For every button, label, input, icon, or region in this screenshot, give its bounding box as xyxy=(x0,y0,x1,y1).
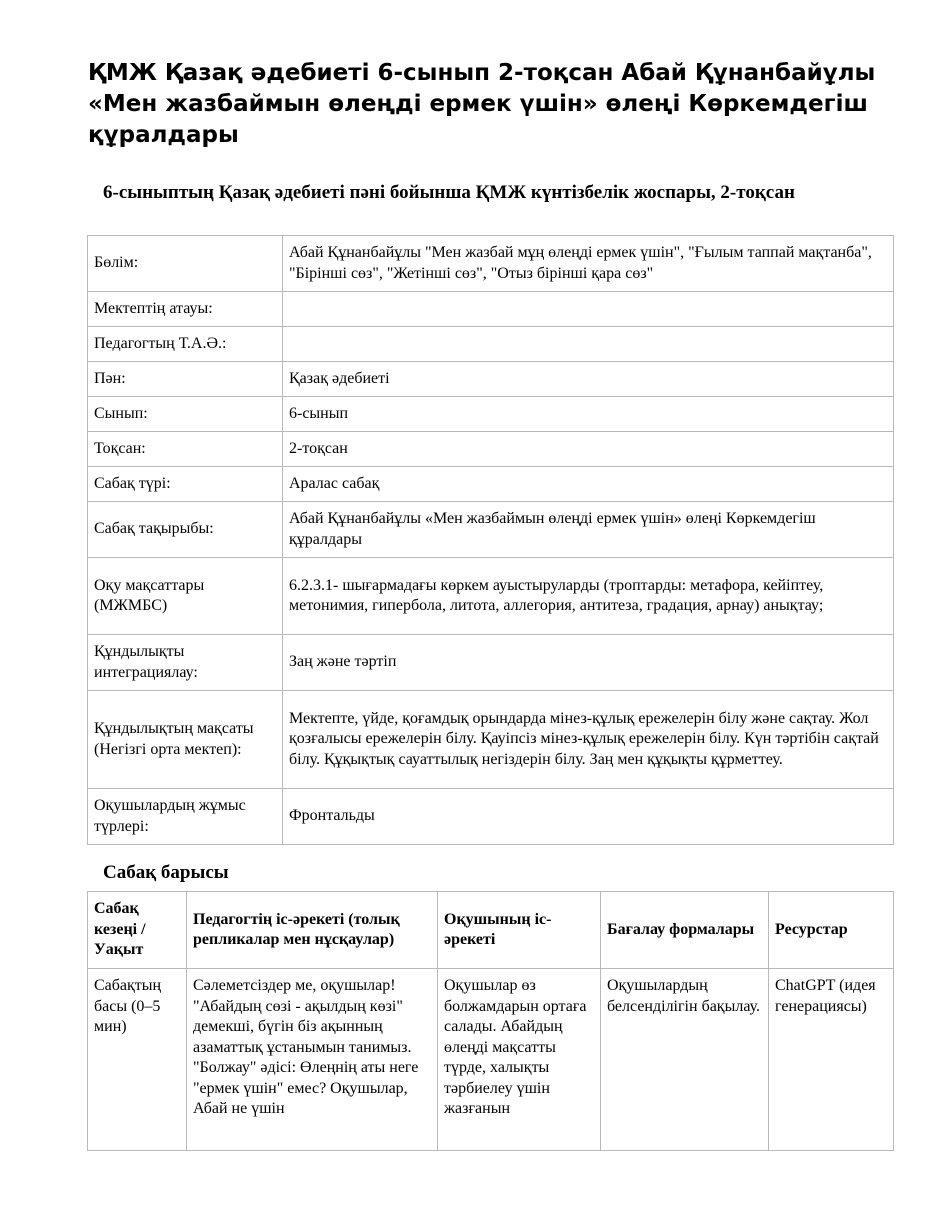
info-row-subject xyxy=(88,362,894,397)
info-value: Қазақ әдебиеті xyxy=(283,362,894,397)
info-label: Құндылықтың мақсаты (Негізгі орта мектеп): xyxy=(88,691,283,789)
info-label: Тоқсан: xyxy=(88,432,283,467)
lesson-info-table xyxy=(87,235,894,845)
info-row-lesson-topic xyxy=(88,502,894,558)
info-value: 6.2.3.1- шығармадағы көркем ауыстыруларды (троптарды: метафора, кейіптеу, метонимия, гипербола, литота, аллегория, антитеза, градация, арнау) анықтау; xyxy=(283,558,894,635)
info-label: Оқушылардың жұмыс түрлері: xyxy=(88,789,283,845)
info-value: Мектепте, үйде, қоғамдық орындарда мінез-құлық ережелерін білу және сақтау. Жол қозғалысы ережелерін білу. Қауіпсіз мінез-құлық ережелерін білу. Күн тәртібін сақтай білу. Құқықтық сауаттылық негіздерін білу. Заң мен құқықты құрметтеу. xyxy=(283,691,894,789)
lesson-progress-table xyxy=(87,891,894,1151)
info-row-value-goal xyxy=(88,691,894,789)
info-value: Заң және тәртіп xyxy=(283,635,894,691)
info-label: Пән: xyxy=(88,362,283,397)
info-label: Құндылықты интеграциялау: xyxy=(88,635,283,691)
info-row-lesson-type xyxy=(88,467,894,502)
info-label: Бөлім: xyxy=(88,236,283,292)
info-value: Абай Құнанбайұлы «Мен жазбаймын өлеңді ермек үшін» өлеңі Көркемдегіш құралдары xyxy=(283,502,894,558)
info-label: Мектептің атауы: xyxy=(88,292,283,327)
info-label: Сабақ түрі: xyxy=(88,467,283,502)
info-label: Педагогтың Т.А.Ә.: xyxy=(88,327,283,362)
info-row-school xyxy=(88,292,894,327)
info-row-teacher xyxy=(88,327,894,362)
column-header-assessment: Бағалау формалары xyxy=(601,892,769,969)
plan-heading: 6-сыныптың Қазақ әдебиеті пәні бойынша ҚМЖ күнтізбелік жоспары, 2-тоқсан xyxy=(103,182,795,203)
column-header-resources: Ресурстар xyxy=(769,892,894,969)
resources-cell: ChatGPT (идея генерациясы) xyxy=(769,969,894,1151)
info-value xyxy=(283,327,894,362)
teacher-activity-cell: Сәлеметсіздер ме, оқушылар! "Абайдың сөзі - ақылдың көзі" демекші, бүгін біз ақынның азаматтық ұстанымын танимыз. "Болжау" әдісі: Өлеңнің аты неге "ермек үшін" емес? Оқушылар, Абай не үшін xyxy=(187,969,438,1151)
table-header-row xyxy=(88,892,894,969)
table-row xyxy=(88,969,894,1151)
info-value: Абай Құнанбайұлы "Мен жазбай мұң өлеңді ермек үшін", "Ғылым таппай мақтанба", "Бірінші сөз", "Жетінші сөз", "Отыз бірінші қара сөз" xyxy=(283,236,894,292)
column-header-teacher: Педагогтің іс-әрекеті (толық репликалар мен нұсқаулар) xyxy=(187,892,438,969)
info-value: Фронтальды xyxy=(283,789,894,845)
info-row-learning-objectives xyxy=(88,558,894,635)
document-title: ҚМЖ Қазақ әдебиеті 6-сынып 2-тоқсан Абай Құнанбайұлы «Мен жазбаймын өлеңді ермек үшін» өлеңі Көркемдегіш құралдары xyxy=(88,60,876,148)
progress-heading: Сабақ барысы xyxy=(103,862,229,883)
info-label: Оқу мақсаттары (МЖМБС) xyxy=(88,558,283,635)
info-value: 2-тоқсан xyxy=(283,432,894,467)
column-header-student: Оқушының іс-әрекеті xyxy=(438,892,601,969)
stage-cell: Сабақтың басы (0–5 мин) xyxy=(88,969,187,1151)
info-value: Аралас сабақ xyxy=(283,467,894,502)
info-value xyxy=(283,292,894,327)
info-row-work-forms xyxy=(88,789,894,845)
student-activity-cell: Оқушылар өз болжамдарын ортаға салады. Абайдың өлеңді мақсатты түрде, халықты тәрбиелеу үшін жазғанын xyxy=(438,969,601,1151)
column-header-stage: Сабақ кезеңі / Уақыт xyxy=(88,892,187,969)
info-row-grade xyxy=(88,397,894,432)
assessment-cell: Оқушылардың белсенділігін бақылау. xyxy=(601,969,769,1151)
info-row-quarter xyxy=(88,432,894,467)
info-label: Сабақ тақырыбы: xyxy=(88,502,283,558)
info-row-value-integration xyxy=(88,635,894,691)
info-row-section xyxy=(88,236,894,292)
info-value: 6-сынып xyxy=(283,397,894,432)
info-label: Сынып: xyxy=(88,397,283,432)
